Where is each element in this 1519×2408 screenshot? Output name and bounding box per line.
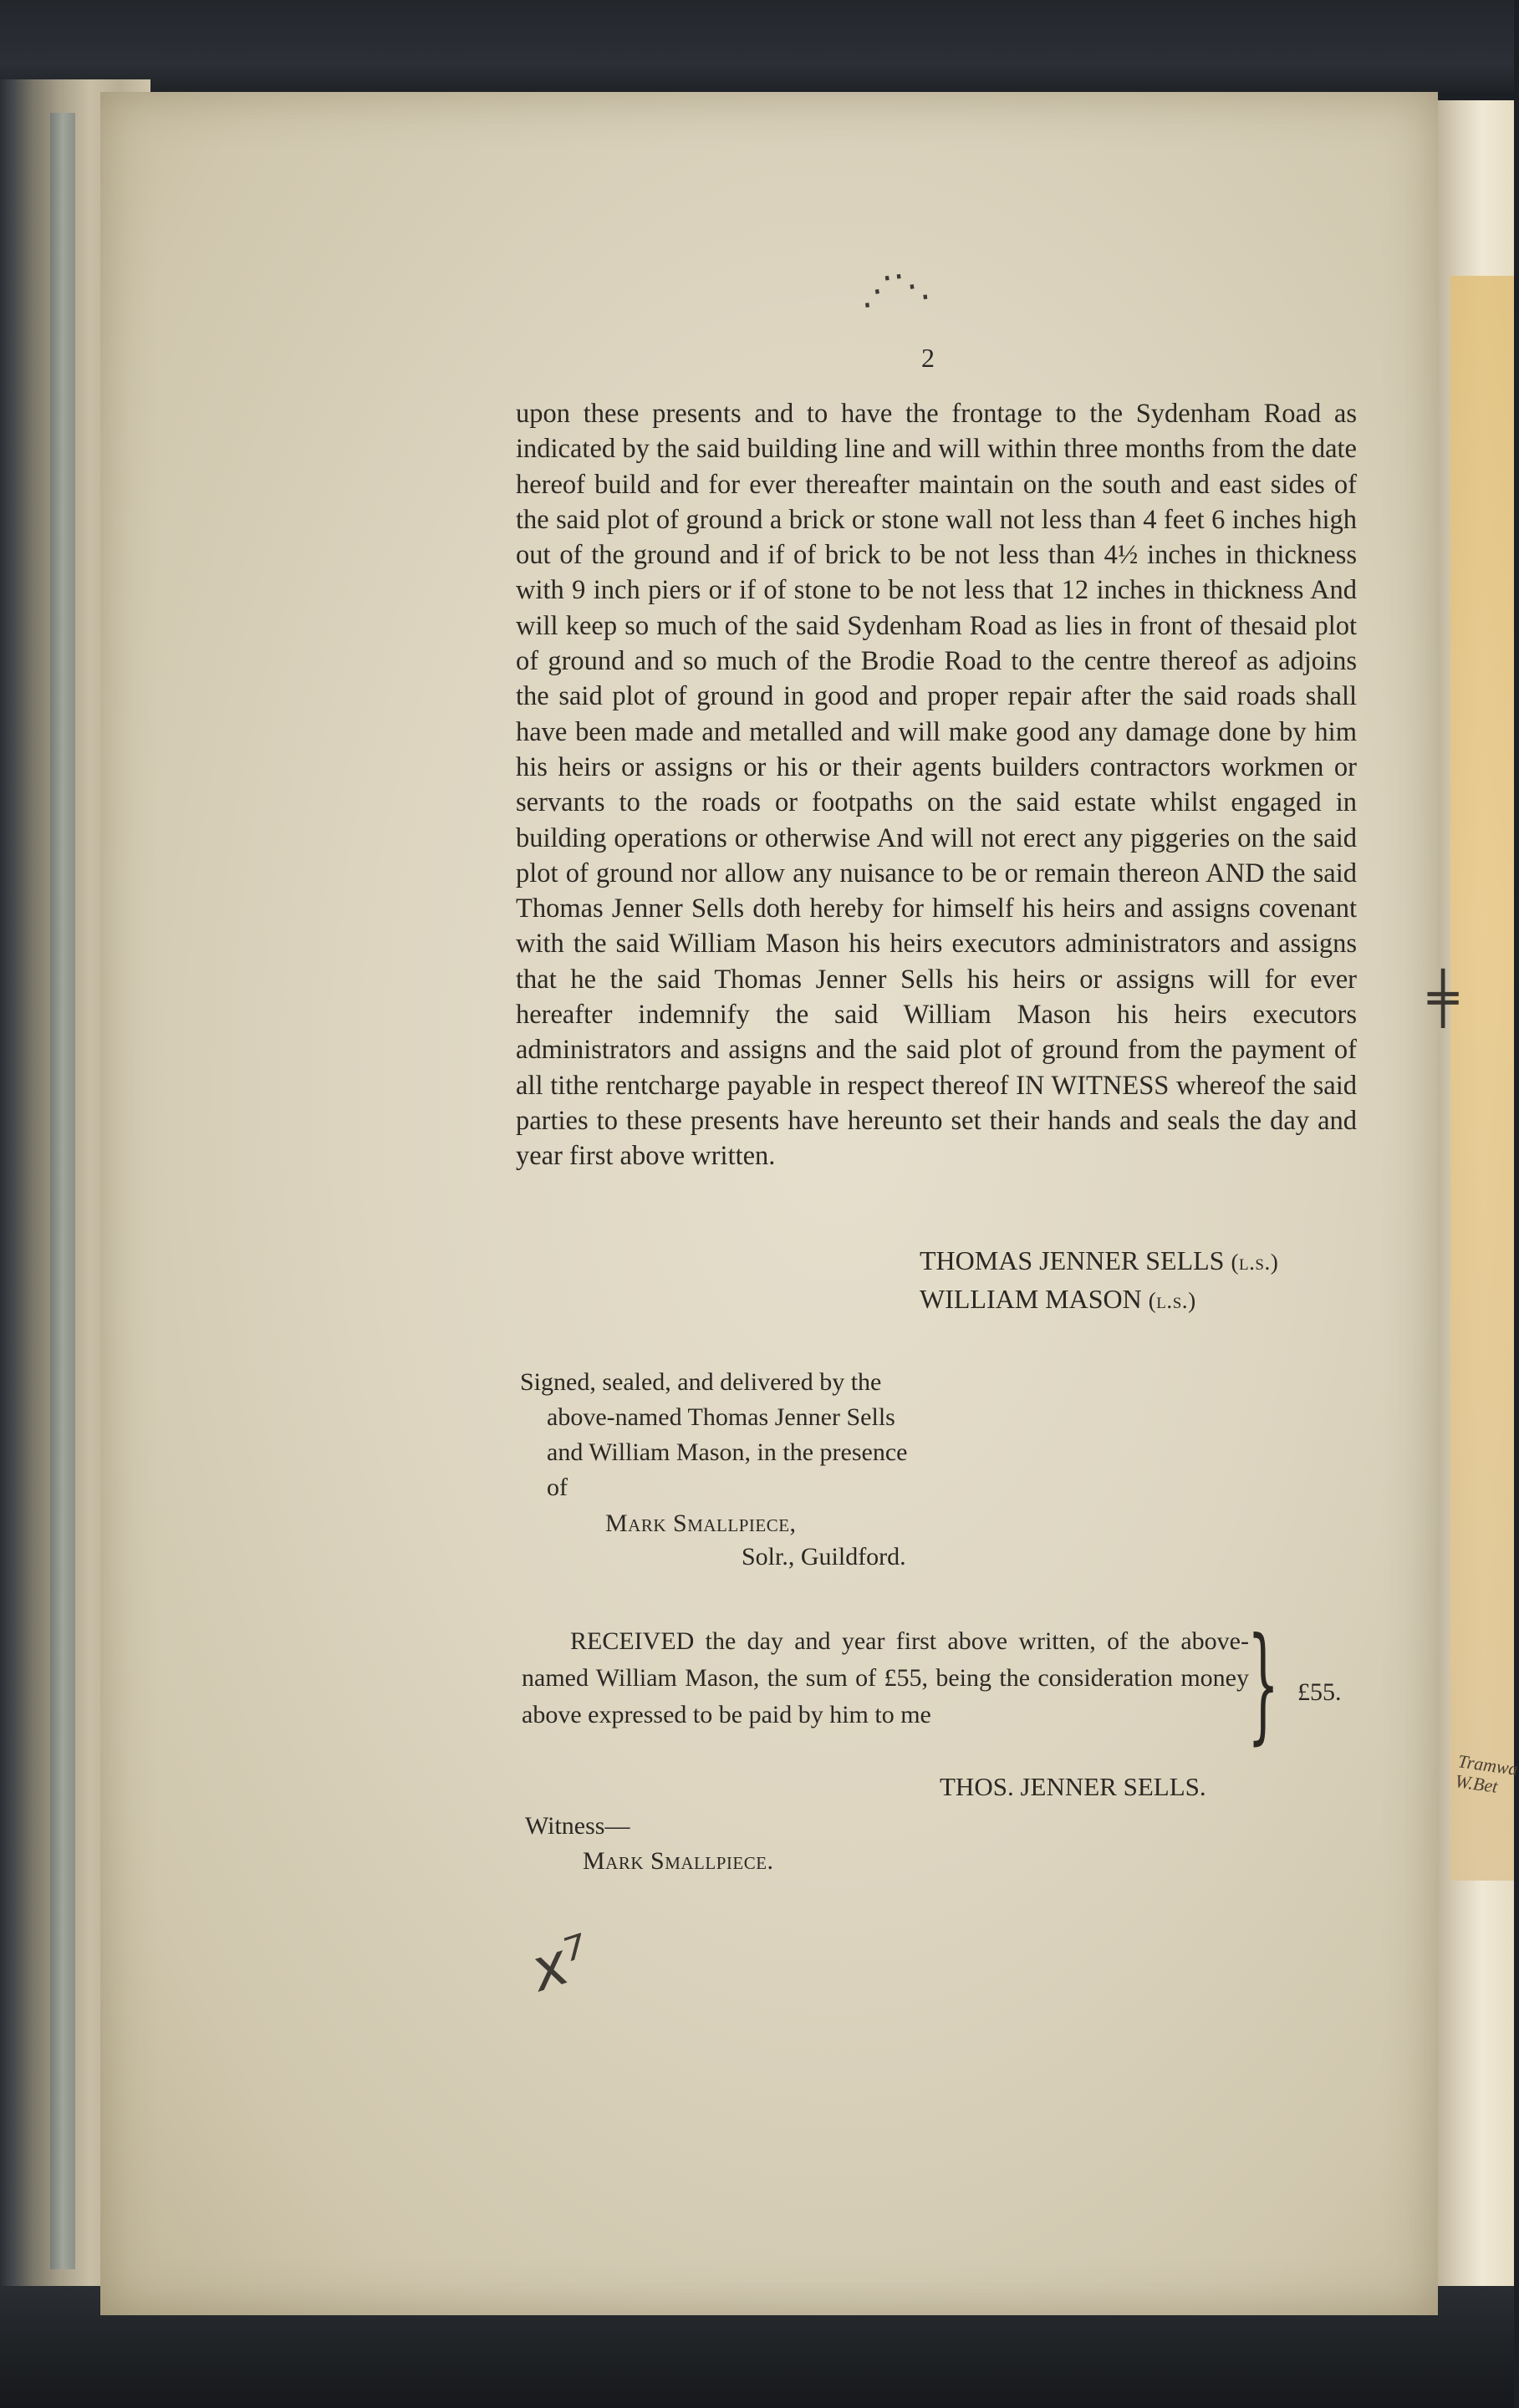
page-number: 2: [921, 343, 935, 373]
brace-glyph: }: [1247, 1611, 1280, 1757]
signature-line-mason: [920, 1280, 1278, 1319]
attestation-line: above-named Thomas Jenner Sells: [547, 1403, 895, 1431]
receipt-amount: £55.: [1297, 1678, 1342, 1706]
witness-label: Witness—: [525, 1812, 630, 1840]
deed-body-text: upon these presents and to have the frontage to the Sydenham Road as indicated by the said building line and will within three months from the date hereof build and for ever thereafter maintain on the south and east sides of the said plot of ground a brick or stone wall not less than 4 feet 6 inches high out of the ground and if of brick to be not less than 4½ inches in thickness with 9 inch piers or if of stone to be not less that 12 inches in thickness And will keep so much of the said Sydenham Road as lies in front of thesaid plot of ground and so much of the Brodie Road to the centre thereof as adjoins the said plot of ground in good and proper repair after the said roads shall have been made and metalled and will make good any damage done by him his heirs or assigns or his or their agents builders contractors workmen or servants to the roads or footpaths on the said estate whilst engaged in building operations or otherwise And will not erect any piggeries on the said plot of ground nor allow any nuisance to be or remain thereon AND the said Thomas Jenner Sells doth hereby for himself his heirs and assigns covenant with the said William Mason his heirs executors administrators and assigns that he the said Thomas Jenner Sells his heirs or assigns will for ever hereafter indemnify the said William Mason his heirs executors administrators and assigns and the said plot of ground from the payment of all tithe rentcharge payable in respect thereof IN WITNESS whereof the said parties to these presents have hereunto set their hands and seals the day and year first above written.: [516, 399, 1357, 1172]
handwritten-mark: x⁷: [522, 1922, 599, 2005]
paper-tab: [1450, 276, 1514, 1881]
receipt-clause: RECEIVED the day and year first above written, of the above-named William Mason, the sum of £55, being the consideration money above expressed to be paid by him to me: [522, 1627, 1249, 1728]
side-note: Tramwa W.Bet: [1454, 1750, 1519, 1797]
witness-name: Mark Smallpiece,: [605, 1509, 797, 1537]
signatory-name: THOMAS JENNER SELLS: [920, 1245, 1225, 1275]
margin-mark: ╪: [1428, 970, 1459, 1028]
page-edge-shadow: [50, 113, 75, 2269]
pencil-mark: ⋰⋱: [856, 262, 933, 313]
attestation-line: Signed, sealed, and delivered by the: [520, 1368, 882, 1396]
seal-mark: (l.s.): [1231, 1250, 1279, 1275]
signatory-name: WILLIAM MASON: [920, 1284, 1142, 1314]
attestation-line: of: [547, 1474, 568, 1501]
attestation-clause: [520, 1365, 971, 1505]
signature-block: [920, 1242, 1278, 1319]
seal-mark: (l.s.): [1148, 1288, 1196, 1313]
signature-line-sells: [920, 1242, 1278, 1280]
receipt-witness-name: Mark Smallpiece.: [583, 1847, 774, 1875]
book-binding-top: [0, 0, 1514, 92]
receipt-signature: THOS. JENNER SELLS.: [940, 1772, 1206, 1801]
attestation-line: and William Mason, in the presence: [547, 1438, 908, 1466]
right-page-stack: [1434, 100, 1514, 2290]
witness-title: Solr., Guildford.: [742, 1543, 906, 1571]
